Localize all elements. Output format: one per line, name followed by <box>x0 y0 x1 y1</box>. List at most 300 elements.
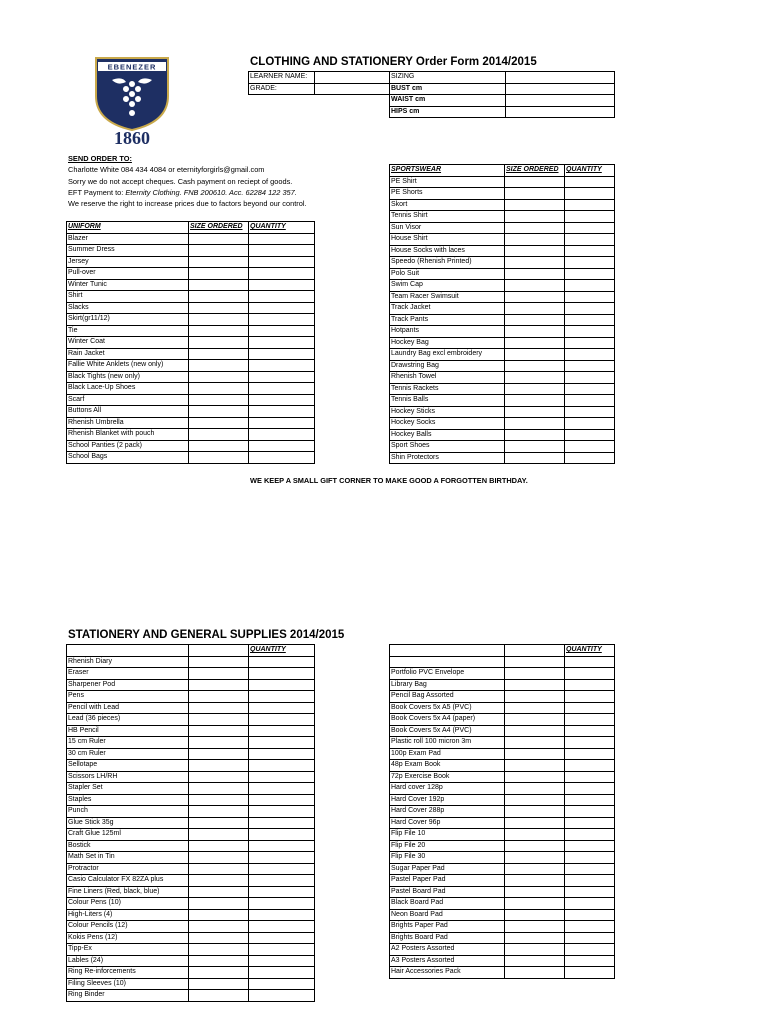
stationery-item-row <box>67 806 315 818</box>
size-cell[interactable] <box>189 932 249 944</box>
size-cell[interactable] <box>505 898 565 910</box>
item-label: Summer Dress <box>67 245 189 257</box>
item-label: Tipp-Ex <box>67 944 189 956</box>
quantity-cell[interactable] <box>249 771 315 783</box>
waist-field[interactable] <box>506 95 615 107</box>
item-label: House Shirt <box>390 234 505 246</box>
quantity-cell[interactable] <box>565 748 615 760</box>
quantity-cell[interactable] <box>249 886 315 898</box>
size-cell[interactable] <box>505 668 565 680</box>
size-cell[interactable] <box>189 921 249 933</box>
uniform-item-row <box>67 417 315 429</box>
size-cell[interactable] <box>189 955 249 967</box>
quantity-cell[interactable] <box>249 990 315 1002</box>
size-cell[interactable] <box>189 909 249 921</box>
quantity-cell[interactable] <box>565 360 615 372</box>
quantity-cell[interactable] <box>565 702 615 714</box>
quantity-cell[interactable] <box>565 326 615 338</box>
item-label: Shin Protectors <box>390 452 505 464</box>
size-cell[interactable] <box>189 679 249 691</box>
quantity-cell[interactable] <box>249 656 315 668</box>
empty-cell <box>249 95 315 107</box>
size-cell[interactable] <box>505 395 565 407</box>
quantity-cell[interactable] <box>565 794 615 806</box>
quantity-cell[interactable] <box>249 679 315 691</box>
sizing-label: SIZING <box>390 72 506 84</box>
item-label: Black Tights (new only) <box>67 371 189 383</box>
size-cell[interactable] <box>189 383 249 395</box>
item-label: Sun Visor <box>390 222 505 234</box>
stationery-item-row <box>67 771 315 783</box>
quantity-cell[interactable] <box>249 714 315 726</box>
quantity-cell[interactable] <box>565 840 615 852</box>
size-cell[interactable] <box>505 280 565 292</box>
size-cell[interactable] <box>189 325 249 337</box>
size-cell[interactable] <box>505 852 565 864</box>
quantity-cell[interactable] <box>565 441 615 453</box>
size-cell[interactable] <box>189 944 249 956</box>
quantity-cell[interactable] <box>249 233 315 245</box>
item-label: Speedo (Rhenish Printed) <box>390 257 505 269</box>
uniform-header: UNIFORM <box>67 222 189 234</box>
uniform-item-row <box>67 429 315 441</box>
stationery-item-row <box>390 909 615 921</box>
quantity-cell[interactable] <box>565 817 615 829</box>
size-cell[interactable] <box>189 348 249 360</box>
quantity-cell[interactable] <box>249 898 315 910</box>
size-cell[interactable] <box>189 691 249 703</box>
size-cell[interactable] <box>189 279 249 291</box>
size-cell[interactable] <box>505 245 565 257</box>
item-label: Tennis Shirt <box>390 211 505 223</box>
quantity-cell[interactable] <box>249 279 315 291</box>
size-cell[interactable] <box>505 702 565 714</box>
item-label: Buttons All <box>67 406 189 418</box>
quantity-cell[interactable] <box>565 898 615 910</box>
learner-name-field[interactable] <box>315 72 390 84</box>
stationery-item-row <box>67 898 315 910</box>
sportswear-item-row <box>390 337 615 349</box>
quantity-cell[interactable] <box>249 794 315 806</box>
size-cell[interactable] <box>189 783 249 795</box>
size-cell[interactable] <box>505 932 565 944</box>
size-cell[interactable] <box>189 806 249 818</box>
quantity-cell[interactable] <box>249 955 315 967</box>
quantity-cell[interactable] <box>249 383 315 395</box>
quantity-cell[interactable] <box>249 668 315 680</box>
quantity-cell[interactable] <box>565 268 615 280</box>
quantity-cell[interactable] <box>249 314 315 326</box>
item-label: Team Racer Swimsuit <box>390 291 505 303</box>
size-cell[interactable] <box>505 840 565 852</box>
quantity-cell[interactable] <box>249 406 315 418</box>
quantity-cell[interactable] <box>565 176 615 188</box>
quantity-cell[interactable] <box>565 932 615 944</box>
size-cell[interactable] <box>505 875 565 887</box>
quantity-cell[interactable] <box>249 944 315 956</box>
item-label: Math Set in Tin <box>67 852 189 864</box>
quantity-cell[interactable] <box>249 806 315 818</box>
quantity-cell[interactable] <box>249 760 315 772</box>
size-cell[interactable] <box>189 863 249 875</box>
size-cell[interactable] <box>189 302 249 314</box>
size-cell[interactable] <box>189 245 249 257</box>
stationery-item-row <box>390 760 615 772</box>
sportswear-item-row <box>390 188 615 200</box>
uniform-item-row <box>67 406 315 418</box>
quantity-cell[interactable] <box>565 314 615 326</box>
sportswear-item-row <box>390 395 615 407</box>
size-cell[interactable] <box>189 760 249 772</box>
size-cell[interactable] <box>505 794 565 806</box>
quantity-cell[interactable] <box>565 418 615 430</box>
item-label: Portfolio PVC Envelope <box>390 668 505 680</box>
size-cell[interactable] <box>189 990 249 1002</box>
quantity-cell[interactable] <box>565 406 615 418</box>
item-label: Tennis Rackets <box>390 383 505 395</box>
quantity-cell[interactable] <box>249 852 315 864</box>
item-label: Hard cover 128p <box>390 783 505 795</box>
size-cell[interactable] <box>189 771 249 783</box>
size-cell[interactable] <box>505 188 565 200</box>
quantity-cell[interactable] <box>249 921 315 933</box>
item-label: Casio Calculator FX 82ZA plus <box>67 875 189 887</box>
item-label: Colour Pencils (12) <box>67 921 189 933</box>
quantity-cell[interactable] <box>249 371 315 383</box>
item-label: Lead (36 pieces) <box>67 714 189 726</box>
item-label: Glue Stick 35g <box>67 817 189 829</box>
gift-corner-note: WE KEEP A SMALL GIFT CORNER TO MAKE GOOD A FORGOTTEN BIRTHDAY. <box>250 476 528 485</box>
quantity-cell[interactable] <box>249 840 315 852</box>
quantity-cell[interactable] <box>249 452 315 464</box>
quantity-cell[interactable] <box>565 760 615 772</box>
item-label: Pens <box>67 691 189 703</box>
quantity-cell[interactable] <box>565 944 615 956</box>
uniform-item-row <box>67 279 315 291</box>
size-cell[interactable] <box>505 691 565 703</box>
quantity-cell[interactable] <box>565 691 615 703</box>
size-cell[interactable] <box>505 211 565 223</box>
size-cell[interactable] <box>189 668 249 680</box>
quantity-cell[interactable] <box>565 909 615 921</box>
item-label: Flip File 20 <box>390 840 505 852</box>
stationery-item-row <box>67 955 315 967</box>
size-cell[interactable] <box>505 679 565 691</box>
stationery-item-row <box>390 771 615 783</box>
item-label: Polo Suit <box>390 268 505 280</box>
sportswear-item-row <box>390 199 615 211</box>
quantity-cell[interactable] <box>249 783 315 795</box>
quantity-cell[interactable] <box>565 222 615 234</box>
stationery-item-row <box>67 737 315 749</box>
quantity-cell[interactable] <box>249 909 315 921</box>
size-cell[interactable] <box>189 406 249 418</box>
size-cell[interactable] <box>505 829 565 841</box>
quantity-cell[interactable] <box>249 429 315 441</box>
item-label: Pencil Bag Assorted <box>390 691 505 703</box>
sportswear-item-row <box>390 291 615 303</box>
item-label: Hard Cover 288p <box>390 806 505 818</box>
item-label: Ring Re-inforcements <box>67 967 189 979</box>
stationery-item-row <box>67 909 315 921</box>
stationery-item-row <box>390 748 615 760</box>
size-cell[interactable] <box>505 944 565 956</box>
size-cell[interactable] <box>189 817 249 829</box>
quantity-cell[interactable] <box>565 863 615 875</box>
size-cell[interactable] <box>505 714 565 726</box>
quantity-cell[interactable] <box>565 852 615 864</box>
stationery-item-row <box>390 967 615 979</box>
item-label: Rhenish Diary <box>67 656 189 668</box>
sportswear-header: SPORTSWEAR <box>390 165 505 177</box>
size-cell[interactable] <box>189 967 249 979</box>
item-label: Craft Glue 125ml <box>67 829 189 841</box>
size-cell[interactable] <box>189 360 249 372</box>
stationery-item-row <box>67 921 315 933</box>
quantity-cell[interactable] <box>249 863 315 875</box>
size-cell[interactable] <box>505 257 565 269</box>
item-label: Winter Tunic <box>67 279 189 291</box>
quantity-cell[interactable] <box>249 302 315 314</box>
size-cell[interactable] <box>505 326 565 338</box>
quantity-cell[interactable] <box>565 372 615 384</box>
quantity-cell[interactable] <box>249 691 315 703</box>
quantity-cell[interactable] <box>565 349 615 361</box>
quantity-cell[interactable] <box>249 817 315 829</box>
stationery-item-row <box>390 898 615 910</box>
quantity-cell[interactable] <box>565 955 615 967</box>
quantity-cell[interactable] <box>249 337 315 349</box>
size-cell[interactable] <box>505 314 565 326</box>
sportswear-item-row <box>390 176 615 188</box>
stationery-item-row <box>390 886 615 898</box>
quantity-cell[interactable] <box>565 257 615 269</box>
quantity-cell[interactable] <box>249 829 315 841</box>
size-cell[interactable] <box>189 748 249 760</box>
stationery-item-row <box>67 714 315 726</box>
quantity-cell[interactable] <box>565 199 615 211</box>
size-cell[interactable] <box>505 909 565 921</box>
size-cell[interactable] <box>189 337 249 349</box>
quantity-cell[interactable] <box>565 679 615 691</box>
quantity-cell[interactable] <box>249 245 315 257</box>
size-cell[interactable] <box>505 234 565 246</box>
quantity-cell[interactable] <box>565 280 615 292</box>
size-cell[interactable] <box>505 806 565 818</box>
size-cell[interactable] <box>505 921 565 933</box>
size-cell[interactable] <box>189 314 249 326</box>
quantity-cell[interactable] <box>565 771 615 783</box>
send-order-info <box>68 153 307 209</box>
crest-year: 1860 <box>114 128 150 148</box>
size-cell[interactable] <box>505 360 565 372</box>
size-cell[interactable] <box>505 955 565 967</box>
size-cell[interactable] <box>505 418 565 430</box>
size-cell[interactable] <box>505 452 565 464</box>
quantity-cell[interactable] <box>249 875 315 887</box>
size-cell[interactable] <box>189 256 249 268</box>
size-cell[interactable] <box>189 978 249 990</box>
quantity-cell[interactable] <box>249 394 315 406</box>
quantity-cell[interactable] <box>565 234 615 246</box>
size-cell[interactable] <box>505 303 565 315</box>
quantity-cell[interactable] <box>249 291 315 303</box>
item-label: Hockey Balls <box>390 429 505 441</box>
sportswear-item-row <box>390 372 615 384</box>
size-cell[interactable] <box>505 863 565 875</box>
quantity-cell[interactable] <box>565 783 615 795</box>
size-cell[interactable] <box>505 441 565 453</box>
size-cell[interactable] <box>189 714 249 726</box>
size-cell[interactable] <box>505 817 565 829</box>
quantity-cell[interactable] <box>249 348 315 360</box>
size-cell[interactable] <box>189 452 249 464</box>
size-cell[interactable] <box>189 440 249 452</box>
quantity-cell[interactable] <box>565 737 615 749</box>
item-label: Punch <box>67 806 189 818</box>
size-cell[interactable] <box>189 656 249 668</box>
quantity-cell[interactable] <box>565 886 615 898</box>
quantity-cell[interactable] <box>565 967 615 979</box>
size-cell[interactable] <box>189 291 249 303</box>
stationery-item-row <box>390 955 615 967</box>
quantity-cell[interactable] <box>249 967 315 979</box>
quantity-cell[interactable] <box>565 383 615 395</box>
quantity-cell[interactable] <box>565 875 615 887</box>
size-cell[interactable] <box>189 737 249 749</box>
size-cell[interactable] <box>189 394 249 406</box>
quantity-cell[interactable] <box>565 211 615 223</box>
item-label: Flip File 30 <box>390 852 505 864</box>
size-cell[interactable] <box>189 840 249 852</box>
quantity-cell[interactable] <box>565 303 615 315</box>
size-cell[interactable] <box>189 429 249 441</box>
size-cell[interactable] <box>505 349 565 361</box>
quantity-cell[interactable] <box>565 291 615 303</box>
quantity-cell[interactable] <box>565 829 615 841</box>
item-label: Filing Sleeves (10) <box>67 978 189 990</box>
quantity-cell[interactable] <box>565 188 615 200</box>
quantity-cell[interactable] <box>565 668 615 680</box>
size-cell[interactable] <box>189 371 249 383</box>
stationery-item-row <box>67 829 315 841</box>
size-cell[interactable] <box>189 233 249 245</box>
size-cell[interactable] <box>189 829 249 841</box>
quantity-cell[interactable] <box>249 325 315 337</box>
size-cell[interactable] <box>505 337 565 349</box>
item-label: Swim Cap <box>390 280 505 292</box>
size-cell[interactable] <box>505 783 565 795</box>
quantity-cell[interactable] <box>249 256 315 268</box>
item-label: Blazer <box>67 233 189 245</box>
sportswear-item-row <box>390 441 615 453</box>
size-cell[interactable] <box>505 967 565 979</box>
quantity-cell[interactable] <box>565 245 615 257</box>
size-cell[interactable] <box>189 886 249 898</box>
quantity-cell[interactable] <box>249 748 315 760</box>
size-cell[interactable] <box>505 760 565 772</box>
size-cell[interactable] <box>189 794 249 806</box>
stationery-left-table <box>66 644 315 1002</box>
quantity-cell[interactable] <box>249 417 315 429</box>
size-ordered-header: SIZE ORDERED <box>189 222 249 234</box>
item-label: Hockey Socks <box>390 418 505 430</box>
size-cell[interactable] <box>505 725 565 737</box>
size-cell[interactable] <box>505 886 565 898</box>
quantity-header: QUANTITY <box>565 645 615 657</box>
quantity-cell[interactable] <box>565 429 615 441</box>
quantity-cell[interactable] <box>249 978 315 990</box>
quantity-cell[interactable] <box>249 737 315 749</box>
quantity-cell[interactable] <box>565 725 615 737</box>
quantity-cell[interactable] <box>565 921 615 933</box>
quantity-cell[interactable] <box>565 714 615 726</box>
size-cell[interactable] <box>505 222 565 234</box>
uniform-item-row <box>67 291 315 303</box>
size-cell[interactable] <box>189 898 249 910</box>
size-cell[interactable] <box>189 852 249 864</box>
sportswear-item-row <box>390 245 615 257</box>
size-cell[interactable] <box>505 771 565 783</box>
size-cell[interactable] <box>189 702 249 714</box>
quantity-header: QUANTITY <box>249 645 315 657</box>
item-label: Scissors LH/RH <box>67 771 189 783</box>
quantity-cell[interactable] <box>249 268 315 280</box>
size-cell[interactable] <box>505 383 565 395</box>
sizing-field[interactable] <box>506 72 615 84</box>
quantity-cell[interactable] <box>565 337 615 349</box>
quantity-cell[interactable] <box>249 932 315 944</box>
stationery-item-row <box>67 691 315 703</box>
size-cell[interactable] <box>189 725 249 737</box>
quantity-cell[interactable] <box>565 452 615 464</box>
quantity-cell[interactable] <box>249 360 315 372</box>
size-cell[interactable] <box>505 748 565 760</box>
quantity-header: QUANTITY <box>249 222 315 234</box>
item-label: Hotpants <box>390 326 505 338</box>
bust-field[interactable] <box>506 83 615 95</box>
size-cell[interactable] <box>505 406 565 418</box>
size-cell[interactable] <box>505 268 565 280</box>
stationery-item-row <box>67 886 315 898</box>
empty-header <box>505 645 565 657</box>
size-cell[interactable] <box>505 429 565 441</box>
size-cell[interactable] <box>505 176 565 188</box>
waist-label: WAIST cm <box>390 95 506 107</box>
quantity-cell[interactable] <box>249 725 315 737</box>
uniform-item-row <box>67 325 315 337</box>
size-cell[interactable] <box>505 291 565 303</box>
item-label: Flip File 10 <box>390 829 505 841</box>
uniform-item-row <box>67 452 315 464</box>
quantity-cell[interactable] <box>565 806 615 818</box>
quantity-cell[interactable] <box>249 440 315 452</box>
size-cell[interactable] <box>505 199 565 211</box>
item-label: Skort <box>390 199 505 211</box>
item-label: Sellotape <box>67 760 189 772</box>
size-cell[interactable] <box>189 875 249 887</box>
quantity-cell[interactable] <box>565 395 615 407</box>
grade-field[interactable] <box>315 83 390 95</box>
size-cell[interactable] <box>505 737 565 749</box>
size-cell[interactable] <box>189 268 249 280</box>
hips-field[interactable] <box>506 106 615 118</box>
quantity-cell[interactable] <box>249 702 315 714</box>
size-cell[interactable] <box>189 417 249 429</box>
stationery-item-row <box>67 990 315 1002</box>
size-cell[interactable] <box>505 372 565 384</box>
sportswear-item-row <box>390 303 615 315</box>
